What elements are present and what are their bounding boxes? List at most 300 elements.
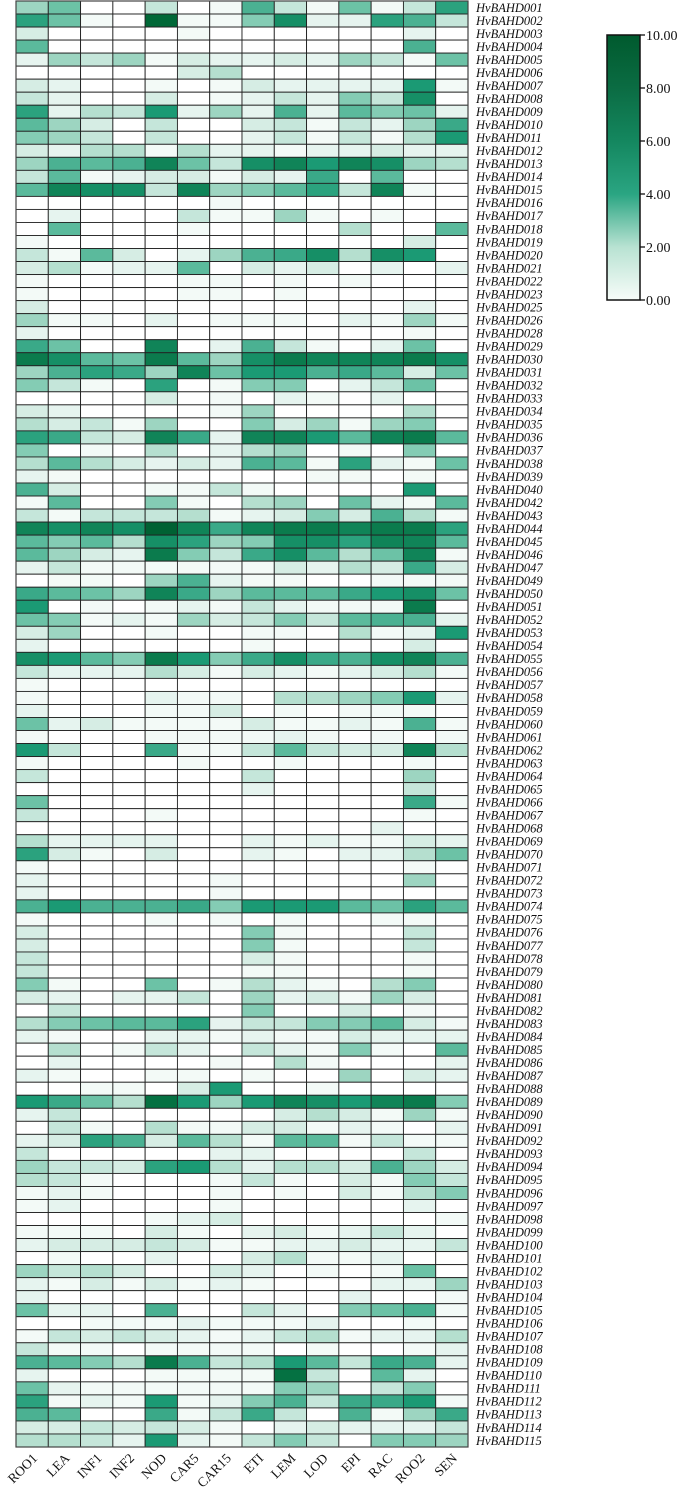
heatmap-cell xyxy=(145,157,177,170)
heatmap-cell xyxy=(339,535,371,548)
heatmap-cell xyxy=(177,874,209,887)
heatmap-cell xyxy=(436,1030,468,1043)
heatmap-cell xyxy=(242,131,274,144)
heatmap-cell xyxy=(16,1147,48,1160)
heatmap-cell xyxy=(274,848,306,861)
heatmap-cell xyxy=(242,874,274,887)
heatmap-cell xyxy=(81,835,113,848)
heatmap-cell xyxy=(371,1382,403,1395)
heatmap-cell xyxy=(177,744,209,757)
heatmap-cell xyxy=(113,991,145,1004)
heatmap-cell xyxy=(242,262,274,275)
heatmap-cell xyxy=(307,379,339,392)
heatmap-cell xyxy=(48,1160,80,1173)
heatmap-cell xyxy=(371,275,403,288)
heatmap-cell xyxy=(177,587,209,600)
heatmap-cell xyxy=(371,861,403,874)
heatmap-cell xyxy=(242,704,274,717)
heatmap-cell xyxy=(177,209,209,222)
heatmap-cell xyxy=(403,757,435,770)
heatmap-cell xyxy=(307,665,339,678)
heatmap-cell xyxy=(436,822,468,835)
heatmap-cell xyxy=(48,1082,80,1095)
heatmap-cell xyxy=(48,1395,80,1408)
column-label: LEA xyxy=(43,1450,73,1480)
heatmap-cell xyxy=(242,1069,274,1082)
heatmap-cell xyxy=(210,639,242,652)
heatmap-cell xyxy=(307,431,339,444)
heatmap-cell xyxy=(436,379,468,392)
heatmap-cell xyxy=(274,1226,306,1239)
heatmap-cell xyxy=(81,327,113,340)
heatmap-cell xyxy=(177,131,209,144)
heatmap-cell xyxy=(210,301,242,314)
heatmap-cell xyxy=(48,1408,80,1421)
heatmap-cell xyxy=(16,470,48,483)
row-label: HvBAHD061 xyxy=(476,730,543,745)
heatmap-cell xyxy=(307,14,339,27)
heatmap-cell xyxy=(113,704,145,717)
heatmap-cell xyxy=(210,327,242,340)
heatmap-cell xyxy=(145,757,177,770)
heatmap-cell xyxy=(81,1226,113,1239)
heatmap-cell xyxy=(48,1095,80,1108)
heatmap-cell xyxy=(210,1291,242,1304)
heatmap-cell xyxy=(113,1239,145,1252)
heatmap-cell xyxy=(48,522,80,535)
heatmap-cell xyxy=(436,405,468,418)
heatmap-cell xyxy=(436,509,468,522)
heatmap-cell xyxy=(16,1226,48,1239)
heatmap-cell xyxy=(371,1095,403,1108)
heatmap-cell xyxy=(307,809,339,822)
heatmap-cell xyxy=(113,392,145,405)
heatmap-cell xyxy=(81,744,113,757)
heatmap-cell xyxy=(371,809,403,822)
heatmap-cell xyxy=(403,522,435,535)
heatmap-cell xyxy=(436,1043,468,1056)
heatmap-cell xyxy=(307,561,339,574)
heatmap-cell xyxy=(436,574,468,587)
row-label: HvBAHD052 xyxy=(476,613,543,628)
heatmap-cell xyxy=(274,222,306,235)
heatmap-cell xyxy=(145,783,177,796)
heatmap-cell xyxy=(242,1291,274,1304)
heatmap-cell xyxy=(307,535,339,548)
heatmap-cell xyxy=(371,1030,403,1043)
heatmap-cell xyxy=(113,379,145,392)
heatmap-cell xyxy=(307,1408,339,1421)
heatmap-cell xyxy=(177,157,209,170)
heatmap-cell xyxy=(339,79,371,92)
heatmap-cell xyxy=(113,405,145,418)
heatmap-cell xyxy=(436,27,468,40)
heatmap-cell xyxy=(242,1330,274,1343)
heatmap-cell xyxy=(210,796,242,809)
colorbar-tick-label: 6.00 xyxy=(646,135,671,150)
row-label: HvBAHD021 xyxy=(476,261,543,276)
heatmap-cell xyxy=(242,1226,274,1239)
heatmap-cell xyxy=(16,262,48,275)
heatmap-cell xyxy=(436,665,468,678)
heatmap-cell xyxy=(274,1213,306,1226)
heatmap-cell xyxy=(81,926,113,939)
heatmap-cell xyxy=(113,1082,145,1095)
heatmap-cell xyxy=(145,652,177,665)
heatmap-cell xyxy=(48,1304,80,1317)
heatmap-cell xyxy=(113,1160,145,1173)
heatmap-cell xyxy=(113,965,145,978)
heatmap-cell xyxy=(339,366,371,379)
heatmap-cell xyxy=(210,1199,242,1212)
heatmap-cell xyxy=(307,235,339,248)
row-label: HvBAHD002 xyxy=(476,13,543,28)
row-label: HvBAHD044 xyxy=(476,521,543,536)
row-label: HvBAHD089 xyxy=(476,1095,543,1110)
heatmap-cell xyxy=(177,366,209,379)
row-label: HvBAHD054 xyxy=(476,639,543,654)
heatmap-cell xyxy=(436,301,468,314)
heatmap-cell xyxy=(403,665,435,678)
heatmap-cell xyxy=(307,704,339,717)
heatmap-cell xyxy=(145,1382,177,1395)
heatmap-cell xyxy=(16,848,48,861)
heatmap-cell xyxy=(371,587,403,600)
heatmap-cell xyxy=(371,431,403,444)
heatmap-cell xyxy=(145,1330,177,1343)
heatmap-cell xyxy=(145,327,177,340)
row-label: HvBAHD047 xyxy=(476,560,543,575)
heatmap-cell xyxy=(403,874,435,887)
heatmap-cell xyxy=(371,222,403,235)
heatmap-cell xyxy=(16,757,48,770)
heatmap-cell xyxy=(403,1056,435,1069)
heatmap-cell xyxy=(371,53,403,66)
heatmap-cell xyxy=(210,731,242,744)
heatmap-cell xyxy=(307,457,339,470)
heatmap-cell xyxy=(371,1173,403,1186)
heatmap-cell xyxy=(81,431,113,444)
heatmap-cell xyxy=(113,262,145,275)
heatmap-cell xyxy=(436,40,468,53)
heatmap-cell xyxy=(81,118,113,131)
colorbar-tick-label: 2.00 xyxy=(646,241,671,256)
heatmap-cell xyxy=(210,691,242,704)
heatmap-cell xyxy=(16,704,48,717)
heatmap-cell xyxy=(145,509,177,522)
heatmap-cell xyxy=(371,691,403,704)
heatmap-cell xyxy=(16,131,48,144)
heatmap-cell xyxy=(274,209,306,222)
heatmap-cell xyxy=(307,1004,339,1017)
heatmap-cell xyxy=(403,262,435,275)
heatmap-cell xyxy=(145,418,177,431)
heatmap-cell xyxy=(274,639,306,652)
heatmap-cell xyxy=(16,613,48,626)
heatmap-cell xyxy=(145,1239,177,1252)
heatmap-cell xyxy=(371,717,403,730)
heatmap-cell xyxy=(48,1343,80,1356)
heatmap-cell xyxy=(16,1056,48,1069)
heatmap-cell xyxy=(210,1017,242,1030)
heatmap-cell xyxy=(403,53,435,66)
heatmap-cell xyxy=(339,496,371,509)
heatmap-cell xyxy=(177,262,209,275)
heatmap-cell xyxy=(81,1017,113,1030)
row-label: HvBAHD029 xyxy=(476,339,543,354)
heatmap-cell xyxy=(113,717,145,730)
heatmap-cell xyxy=(371,392,403,405)
heatmap-cell xyxy=(210,170,242,183)
heatmap-cell xyxy=(113,1199,145,1212)
heatmap-cell xyxy=(242,1382,274,1395)
heatmap-cell xyxy=(403,1017,435,1030)
heatmap-cell xyxy=(210,275,242,288)
heatmap-cell xyxy=(242,978,274,991)
heatmap-cell xyxy=(81,639,113,652)
row-label: HvBAHD065 xyxy=(476,782,543,797)
heatmap-cell xyxy=(16,353,48,366)
heatmap-cell xyxy=(177,444,209,457)
heatmap-cell xyxy=(371,301,403,314)
heatmap-cell xyxy=(339,379,371,392)
heatmap-cell xyxy=(339,222,371,235)
heatmap-cell xyxy=(242,1030,274,1043)
heatmap-cell xyxy=(48,288,80,301)
heatmap-cell xyxy=(81,1382,113,1395)
row-label: HvBAHD073 xyxy=(476,886,543,901)
heatmap-cell xyxy=(403,379,435,392)
heatmap-cell xyxy=(48,496,80,509)
heatmap-cell xyxy=(242,613,274,626)
heatmap-cell xyxy=(436,1343,468,1356)
heatmap-cell xyxy=(242,1160,274,1173)
heatmap-cell xyxy=(307,848,339,861)
heatmap-cell xyxy=(177,1395,209,1408)
column-label: ROO2 xyxy=(392,1450,428,1487)
heatmap-cell xyxy=(371,1421,403,1434)
heatmap-cell xyxy=(16,118,48,131)
heatmap-cell xyxy=(339,27,371,40)
heatmap-cell xyxy=(210,861,242,874)
heatmap-cell xyxy=(177,1160,209,1173)
heatmap-cell xyxy=(210,757,242,770)
row-label: HvBAHD078 xyxy=(476,951,543,966)
heatmap-cell xyxy=(210,1239,242,1252)
heatmap-cell xyxy=(403,926,435,939)
heatmap-cell xyxy=(16,1030,48,1043)
heatmap-cell xyxy=(16,731,48,744)
row-label: HvBAHD113 xyxy=(476,1407,542,1422)
heatmap-cell xyxy=(177,431,209,444)
heatmap-cell xyxy=(48,887,80,900)
heatmap-cell xyxy=(113,235,145,248)
heatmap-cell xyxy=(403,457,435,470)
heatmap-cell xyxy=(242,939,274,952)
heatmap-cell xyxy=(48,1108,80,1121)
heatmap-cell xyxy=(436,392,468,405)
heatmap-cell xyxy=(16,1199,48,1212)
heatmap-cell xyxy=(436,1330,468,1343)
heatmap-cell xyxy=(113,978,145,991)
row-label: HvBAHD077 xyxy=(476,938,543,953)
heatmap-cell xyxy=(339,1265,371,1278)
heatmap-cell xyxy=(307,392,339,405)
heatmap-cell xyxy=(48,1043,80,1056)
heatmap-cell xyxy=(274,379,306,392)
heatmap-cell xyxy=(145,118,177,131)
heatmap-cell xyxy=(81,574,113,587)
heatmap-cell xyxy=(403,548,435,561)
row-label: HvBAHD038 xyxy=(476,456,543,471)
heatmap-cell xyxy=(339,1199,371,1212)
heatmap-cell xyxy=(403,196,435,209)
column-label: LEM xyxy=(267,1450,299,1482)
heatmap-cell xyxy=(210,431,242,444)
heatmap-cell xyxy=(177,1291,209,1304)
heatmap-cell xyxy=(339,1226,371,1239)
heatmap-cell xyxy=(403,561,435,574)
heatmap-cell xyxy=(113,809,145,822)
heatmap-cell xyxy=(81,1278,113,1291)
heatmap-cell xyxy=(371,314,403,327)
heatmap-cell xyxy=(339,1186,371,1199)
heatmap-cell xyxy=(210,27,242,40)
heatmap-cell xyxy=(307,1304,339,1317)
heatmap-cell xyxy=(307,939,339,952)
heatmap-cell xyxy=(403,1095,435,1108)
heatmap-cell xyxy=(113,796,145,809)
heatmap-cell xyxy=(403,952,435,965)
heatmap-cell xyxy=(371,1199,403,1212)
heatmap-cell xyxy=(339,835,371,848)
heatmap-cell xyxy=(81,522,113,535)
heatmap-cell xyxy=(307,874,339,887)
heatmap-cell xyxy=(177,470,209,483)
heatmap-cell xyxy=(339,613,371,626)
heatmap-cell xyxy=(113,1147,145,1160)
heatmap-cell xyxy=(339,392,371,405)
heatmap-cell xyxy=(339,444,371,457)
heatmap-cell xyxy=(307,1434,339,1447)
heatmap-cell xyxy=(274,874,306,887)
heatmap-cell xyxy=(339,1239,371,1252)
heatmap-cell xyxy=(339,1382,371,1395)
heatmap-cell xyxy=(81,457,113,470)
heatmap-cell xyxy=(307,1343,339,1356)
heatmap-cell xyxy=(48,418,80,431)
heatmap-cell xyxy=(307,1382,339,1395)
heatmap-cell xyxy=(210,314,242,327)
heatmap-cell xyxy=(307,887,339,900)
heatmap-cell xyxy=(242,691,274,704)
heatmap-cell xyxy=(48,235,80,248)
heatmap-cell xyxy=(371,939,403,952)
heatmap-cell xyxy=(177,1304,209,1317)
heatmap-cell xyxy=(113,913,145,926)
heatmap-cell xyxy=(210,222,242,235)
heatmap-cell xyxy=(48,913,80,926)
heatmap-cell xyxy=(371,1213,403,1226)
heatmap-cell xyxy=(210,665,242,678)
heatmap-cell xyxy=(16,548,48,561)
heatmap-cell xyxy=(113,14,145,27)
heatmap-cell xyxy=(242,1004,274,1017)
heatmap-cell xyxy=(177,1173,209,1186)
heatmap-cell xyxy=(81,1369,113,1382)
heatmap-cell xyxy=(177,731,209,744)
heatmap-cell xyxy=(113,678,145,691)
heatmap-cell xyxy=(48,652,80,665)
heatmap-cell xyxy=(339,470,371,483)
heatmap-cell xyxy=(339,262,371,275)
heatmap-cell xyxy=(145,131,177,144)
heatmap-cell xyxy=(307,1147,339,1160)
heatmap-cell xyxy=(81,1434,113,1447)
heatmap-cell xyxy=(81,196,113,209)
heatmap-cell xyxy=(436,1160,468,1173)
heatmap-cell xyxy=(16,939,48,952)
heatmap-cell xyxy=(210,887,242,900)
heatmap-cell xyxy=(145,1226,177,1239)
heatmap-cell xyxy=(339,822,371,835)
heatmap-cell xyxy=(113,587,145,600)
row-label: HvBAHD096 xyxy=(476,1186,543,1201)
row-label: HvBAHD107 xyxy=(476,1329,543,1344)
heatmap-cell xyxy=(145,457,177,470)
heatmap-cell xyxy=(16,1069,48,1082)
heatmap-cell xyxy=(371,783,403,796)
heatmap-cell xyxy=(81,444,113,457)
heatmap-cell xyxy=(177,1408,209,1421)
heatmap-cell xyxy=(436,1121,468,1134)
heatmap-cell xyxy=(145,744,177,757)
heatmap-cell xyxy=(339,275,371,288)
heatmap-cell xyxy=(436,262,468,275)
heatmap-cell xyxy=(307,275,339,288)
heatmap-cell xyxy=(242,1082,274,1095)
heatmap-cell xyxy=(371,665,403,678)
heatmap-cell xyxy=(436,1134,468,1147)
heatmap-cell xyxy=(81,1134,113,1147)
heatmap-cell xyxy=(48,1030,80,1043)
heatmap-cell xyxy=(436,861,468,874)
heatmap-cell xyxy=(48,1199,80,1212)
row-label: HvBAHD063 xyxy=(476,756,543,771)
heatmap-cell xyxy=(242,639,274,652)
row-label: HvBAHD016 xyxy=(476,196,543,211)
heatmap-cell xyxy=(307,314,339,327)
heatmap-cell xyxy=(436,1147,468,1160)
heatmap-cell xyxy=(81,1069,113,1082)
heatmap-cell xyxy=(48,431,80,444)
heatmap-cell xyxy=(371,848,403,861)
heatmap-cell xyxy=(339,861,371,874)
heatmap-cell xyxy=(403,131,435,144)
heatmap-cell xyxy=(242,327,274,340)
heatmap-cell xyxy=(145,1056,177,1069)
heatmap-cell xyxy=(210,522,242,535)
heatmap-cell xyxy=(16,170,48,183)
heatmap-cell xyxy=(242,861,274,874)
heatmap-cell xyxy=(177,561,209,574)
heatmap-cell xyxy=(177,1,209,14)
heatmap-cell xyxy=(210,1108,242,1121)
heatmap-cell xyxy=(48,66,80,79)
heatmap-cell xyxy=(242,1017,274,1030)
heatmap-cell xyxy=(16,379,48,392)
heatmap-cell xyxy=(242,783,274,796)
